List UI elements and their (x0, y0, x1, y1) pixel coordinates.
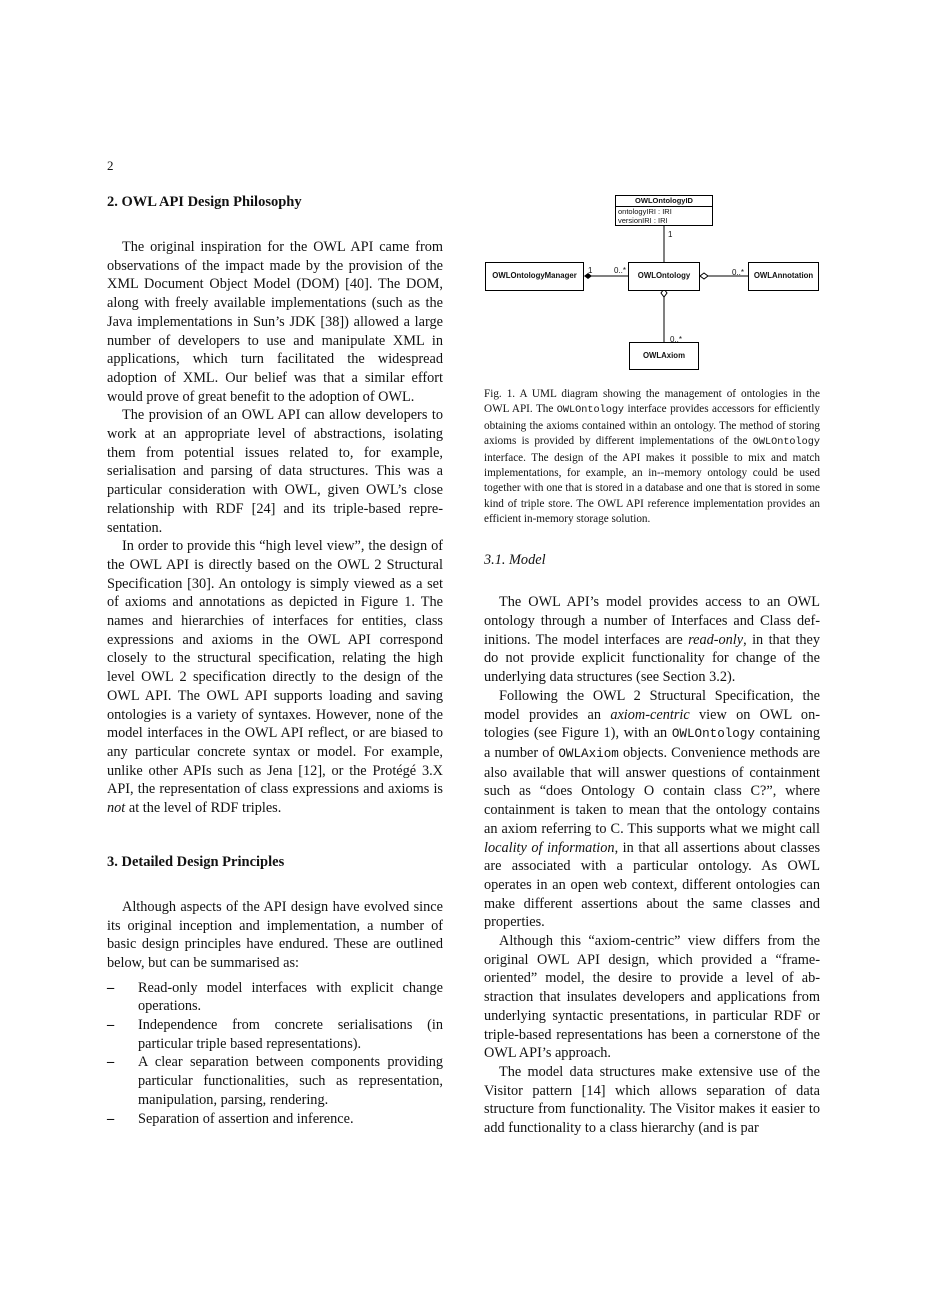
multiplicity-label: 0..* (614, 266, 627, 275)
section-3-heading: 3. Detailed Design Principles (107, 853, 285, 870)
multiplicity-label: 1 (588, 266, 593, 275)
paragraph: The model data structures make extensive use of the Visitor pattern [14] which allows separation of data structure from functionality. The Visitor makes it easier to add functionality to a class hierarchy (and is par (484, 1063, 820, 1137)
page-number: 2 (107, 158, 114, 173)
principles-list (107, 979, 443, 1129)
list-item: – Separation of assertion and inference. (107, 1110, 443, 1129)
paragraph: Although this “axiom-centric” view differs from the original OWL API design, which provided a “frame-oriented” model, the desire to provide a level of abstraction that insulates developers and applications from underlying syntactic presentations, in particular RDF or triple-based representations has been a cornerstone of the OWL API’s approach. (484, 933, 820, 1062)
multiplicity-label: 0..* (732, 268, 745, 277)
list-item: – Independence from concrete serialisations (in particular triple based representations). (107, 1016, 443, 1053)
paragraph: Following the OWL 2 Structural Specification, the model provides an axiom-centric view on OWL ontologies (see Figure 1), with an OWLOntology containing a number of OWLAxiom objects. Convenience methods are also available that will answer questions of containment such as “does Ontology O contain class C?”, where containment is taken to mean that the ontology contains an axiom referring to C. This supports what we might call locality of information, in that all assertions about classes are associated with a particular ontology. As OWL operates in an open web context, different ontologies can make different assertions about the same classes and properties. (484, 687, 821, 931)
uml-diagram (484, 192, 820, 382)
paragraph: In order to provide this “high level view”, the design of the OWL API is directly based on the OWL 2 Structural Specification [30]. An ontology is simply viewed as a set of axioms and annotations as depicted in Figure 1. The names and hierarchies of interfaces for entities, class expressions and axioms in the OWL API correspond closely to the structural specification, relating the high level OWL 2 specification directly to the design of the OWL API. The OWL API supports loading and saving ontologies is a variety of syntaxes. However, none of the model interfaces in the OWL API reflect, or are biased to any particular concrete syntax or model. For example, unlike other APIs such as Jena [12], or the Protégé 3.X API, the representation of class expressions and axioms is not at the level of RDF triples. (107, 538, 443, 817)
axiom-class: OWLAxiom (629, 342, 699, 370)
multiplicity-label: 0..* (670, 335, 683, 344)
multiplicity-label: 1 (668, 230, 673, 239)
ontology-id-class: OWLOntologyID ontologyIRI : IRI versionIRI : IRI (615, 195, 713, 226)
ontology-manager-class: OWLOntologyManager (485, 262, 584, 291)
section-2-heading: 2. OWL API Design Philosophy (107, 194, 302, 210)
paragraph: The original inspiration for the OWL API came from observations of the impact made by the provision of the XML Document Object Model (DOM) [40]. The DOM, along with freely available implementations (such as the Java implementations in Sun’s JDK [38]) allowed a large number of developers to use and manipulate XML in applications, which turn facilitated the widespread adoption of XML. Our belief was that a similar effort would prove of great benefit to the adoption of OWL. (107, 239, 443, 405)
left-column (107, 192, 443, 1128)
right-column (484, 192, 820, 1138)
annotation-class: OWLAnnotation (748, 262, 819, 291)
figure-caption: Fig. 1. A UML diagram showing the management of ontologies in the OWL API. The OWLOntology interface provides accessors for efficiently obtaining the axioms contained within an ontology. The method of storing axioms is provided by different implementations of the OWLOntology interface. The design of the API makes it possible to mix and match implementations, for example, an in--memory ontology could be used together with one that is stored in a database and one that is stored in some kind of triple store. The OWL API reference implementation provides an efficient in-memory storage solution. (484, 388, 820, 526)
list-item: – A clear separation between components providing particular functionalities, such as representation, manipulation, parsing, rendering. (107, 1053, 443, 1109)
aggregation-diamond (700, 273, 708, 279)
paragraph: The provision of an OWL API can allow developers to work at an appropriate level of abstractions, isolating them from potential issues related to, for example, serialisation and parsing of data structures. This was a particular consideration with OWL, given OWL’s close relationship with RDF [24] and its triple-based representation. (107, 407, 443, 536)
list-item: – Read-only model interfaces with explicit change operations. (107, 979, 443, 1016)
subsection-heading: 3.1. Model (484, 551, 546, 568)
paragraph: Although aspects of the API design have evolved since its original inception and implementation, a number of basic design principles have endured. These are outlined below, but can be summarised as: (107, 898, 443, 971)
ontology-class: OWLOntology (628, 262, 700, 291)
paragraph: The OWL API’s model provides access to an OWL ontology through a number of Interfaces and Class definitions. The model interfaces are read-only, in that they do not provide explicit functionality for change of the underlying data structures (see Section 3.2). (484, 594, 820, 686)
